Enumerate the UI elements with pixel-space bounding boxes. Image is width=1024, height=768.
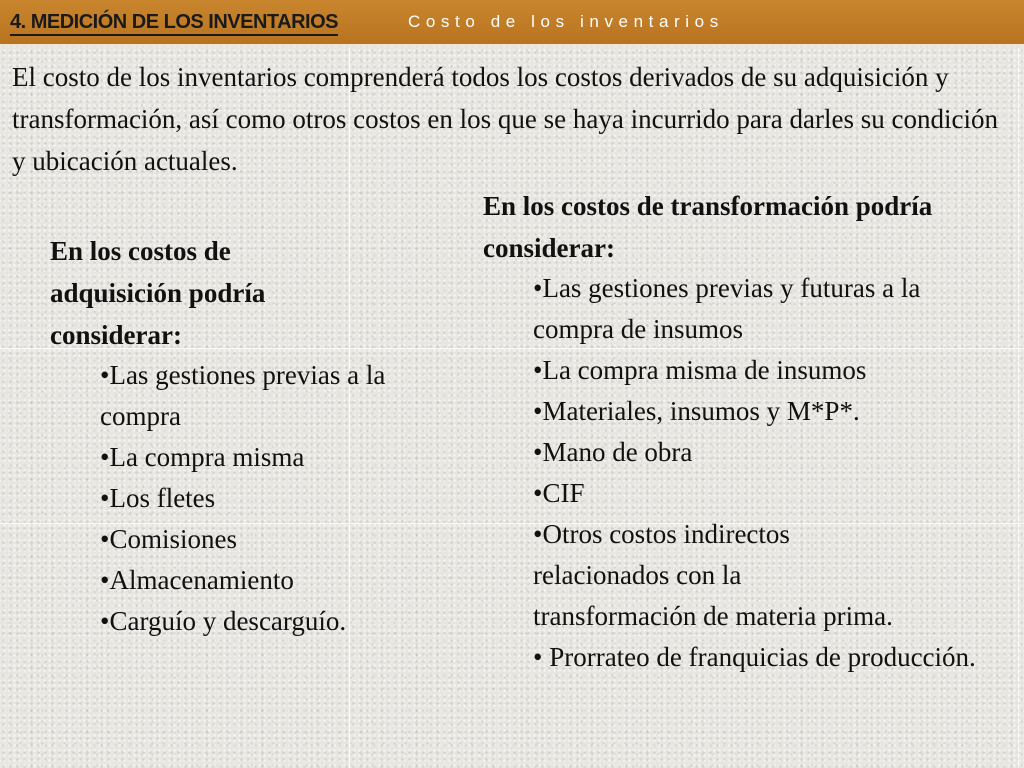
list-item: •La compra misma de insumos [533, 355, 867, 385]
transformation-costs-list [533, 268, 983, 678]
list-item: •Mano de obra [533, 437, 693, 467]
list-item: •CIF [533, 478, 585, 508]
acquisition-costs-list [100, 355, 445, 642]
list-item: •Otros costos indirectos relacionados con la transformación de materia prima. [533, 519, 893, 631]
slide-header [0, 0, 1024, 46]
intro-paragraph: El costo de los inventarios comprenderá todos los costos derivados de su adquisición y transformación, así como otros costos en los que se haya incurrido para darles su condición y ubicación actuales. [12, 62, 998, 176]
list-item: •Carguío y descarguío. [100, 606, 347, 636]
list-item: •Las gestiones previas a la compra [100, 360, 386, 431]
slide-subtitle: Costo de los inventarios [408, 12, 724, 31]
list-item: • Prorrateo de franquicias de producción. [533, 642, 976, 672]
list-item: •La compra misma [100, 442, 305, 472]
grid-line-v2 [1018, 48, 1019, 768]
list-item: •Los fletes [100, 483, 216, 513]
transformation-costs-heading: En los costos de transformación podría considerar: [483, 191, 933, 263]
section-title: 4. MEDICIÓN DE LOS INVENTARIOS [10, 11, 338, 33]
acquisition-costs-heading: En los costos de adquisición podría considerar: [50, 236, 266, 350]
list-item: •Comisiones [100, 524, 237, 554]
list-item: •Almacenamiento [100, 565, 294, 595]
list-item: •Materiales, insumos y M*P*. [533, 396, 860, 426]
list-item: •Las gestiones previas y futuras a la compra de insumos [533, 273, 921, 344]
